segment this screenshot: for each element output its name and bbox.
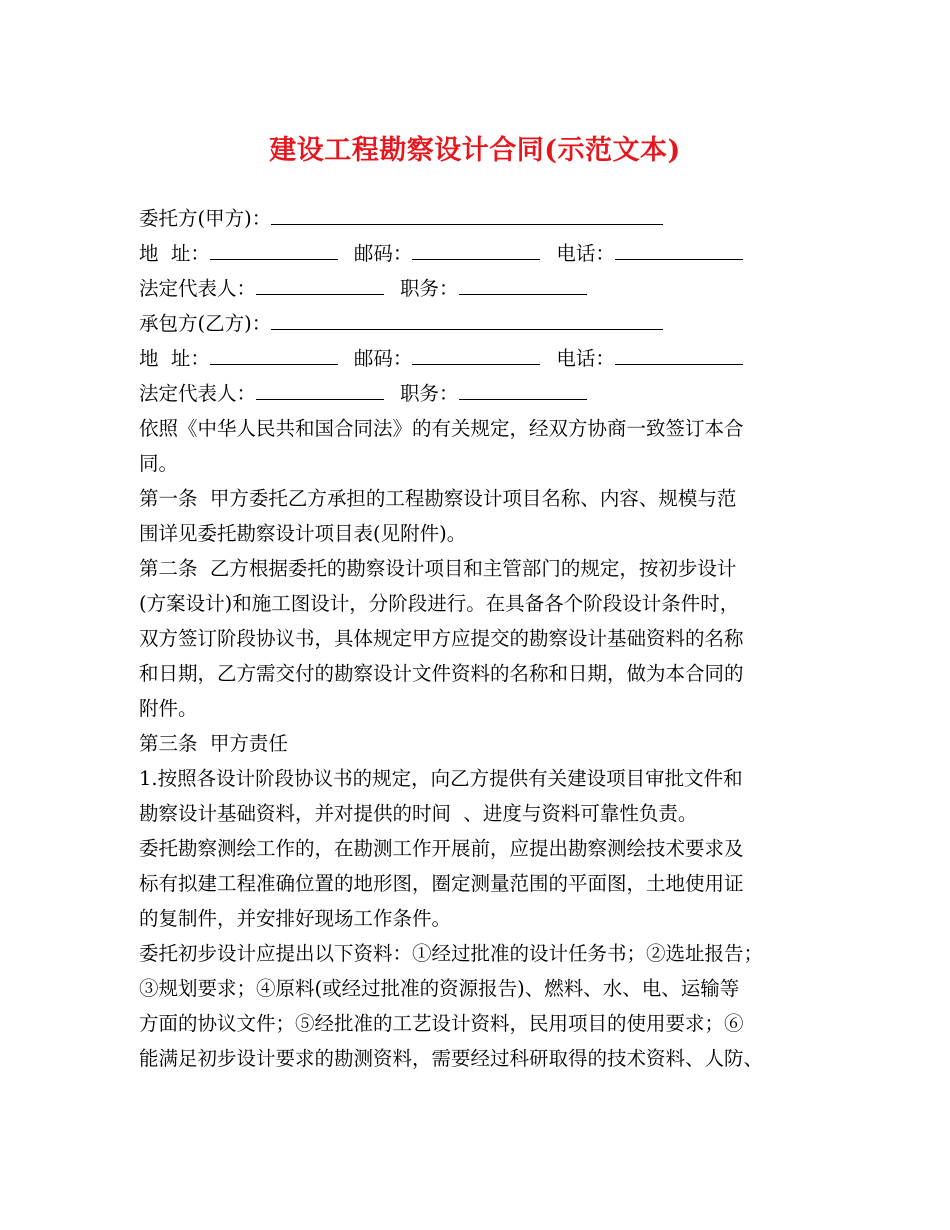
text-line: ③规划要求；④原料(或经过批准的资源报告)、燃料、水、电、运输等 bbox=[139, 977, 740, 1000]
party-b-rep-label: 法定代表人： bbox=[139, 382, 257, 405]
party-a-phone-blank[interactable] bbox=[615, 237, 743, 260]
party-b-postcode-label: 邮码： bbox=[353, 347, 413, 370]
text-line: 标有拟建工程准确位置的地形图，圈定测量范围的平面图，土地使用证 bbox=[139, 872, 744, 895]
party-a-address-line bbox=[139, 236, 829, 271]
text-line: 委托勘察测绘工作的，在勘测工作开展前，应提出勘察测绘技术要求及 bbox=[139, 837, 744, 860]
party-b-line bbox=[139, 306, 829, 341]
text-line: 附件。 bbox=[139, 697, 198, 720]
text-line: 围详见委托勘察设计项目表(见附件)。 bbox=[139, 522, 467, 545]
party-a-label: 委托方(甲方)： bbox=[139, 207, 272, 230]
party-b-phone-label: 电话： bbox=[556, 347, 615, 370]
party-a-rep-line bbox=[139, 271, 829, 306]
party-a-position-label: 职务： bbox=[400, 277, 459, 300]
article-3-heading: 第三条 甲方责任 bbox=[139, 732, 288, 755]
article-1-line: 第一条 甲方委托乙方承担的工程勘察设计项目名称、内容、规模与范 bbox=[139, 487, 737, 510]
party-a-blank[interactable] bbox=[271, 202, 663, 225]
text-line: 1.按照各设计阶段协议书的规定，向乙方提供有关建设项目审批文件和 bbox=[139, 767, 743, 790]
party-a-position-blank[interactable] bbox=[459, 272, 587, 295]
text-line: (方案设计)和施工图设计，分阶段进行。在具备各个阶段设计条件时， bbox=[139, 592, 740, 615]
text-line: 委托初步设计应提出以下资料：①经过批准的设计任务书；②选址报告； bbox=[139, 942, 764, 965]
text-line: 勘察设计基础资料，并对提供的时间 、进度与资料可靠性负责。 bbox=[139, 802, 698, 825]
article-2-line: 第二条 乙方根据委托的勘察设计项目和主管部门的规定，按初步设计 bbox=[139, 557, 737, 580]
party-a-line bbox=[139, 201, 829, 236]
party-b-label: 承包方(乙方)： bbox=[139, 312, 272, 335]
text-line: 双方签订阶段协议书，具体规定甲方应提交的勘察设计基础资料的名称 bbox=[139, 627, 744, 650]
party-b-address-blank[interactable] bbox=[210, 342, 338, 365]
party-b-address-line bbox=[139, 341, 829, 376]
party-a-postcode-label: 邮码： bbox=[353, 242, 413, 265]
party-b-phone-blank[interactable] bbox=[615, 342, 743, 365]
party-a-rep-label: 法定代表人： bbox=[139, 277, 257, 300]
text-line: 方面的协议文件；⑤经批准的工艺设计资料，民用项目的使用要求；⑥ bbox=[139, 1012, 744, 1035]
party-a-address-label: 地 址： bbox=[139, 242, 210, 265]
party-a-phone-label: 电话： bbox=[556, 242, 615, 265]
text-line: 依照《中华人民共和国合同法》的有关规定，经双方协商一致签订本合 bbox=[139, 417, 744, 440]
party-b-rep-line bbox=[139, 376, 829, 411]
party-a-postcode-blank[interactable] bbox=[412, 237, 540, 260]
party-a-address-blank[interactable] bbox=[210, 237, 338, 260]
party-b-position-blank[interactable] bbox=[459, 377, 587, 400]
text-line: 和日期，乙方需交付的勘察设计文件资料的名称和日期，做为本合同的 bbox=[139, 662, 744, 685]
party-a-rep-blank[interactable] bbox=[256, 272, 384, 295]
party-b-rep-blank[interactable] bbox=[256, 377, 384, 400]
party-b-address-label: 地 址： bbox=[139, 347, 210, 370]
contract-body bbox=[139, 201, 829, 1076]
text-line: 同。 bbox=[139, 452, 179, 475]
text-line: 的复制件，并安排好现场工作条件。 bbox=[139, 907, 452, 930]
party-b-blank[interactable] bbox=[271, 307, 663, 330]
party-b-postcode-blank[interactable] bbox=[412, 342, 540, 365]
page-title: 建设工程勘察设计合同(示范文本) bbox=[269, 135, 681, 166]
text-line: 能满足初步设计要求的勘测资料，需要经过科研取得的技术资料、人防、 bbox=[139, 1047, 764, 1070]
party-b-position-label: 职务： bbox=[400, 382, 459, 405]
